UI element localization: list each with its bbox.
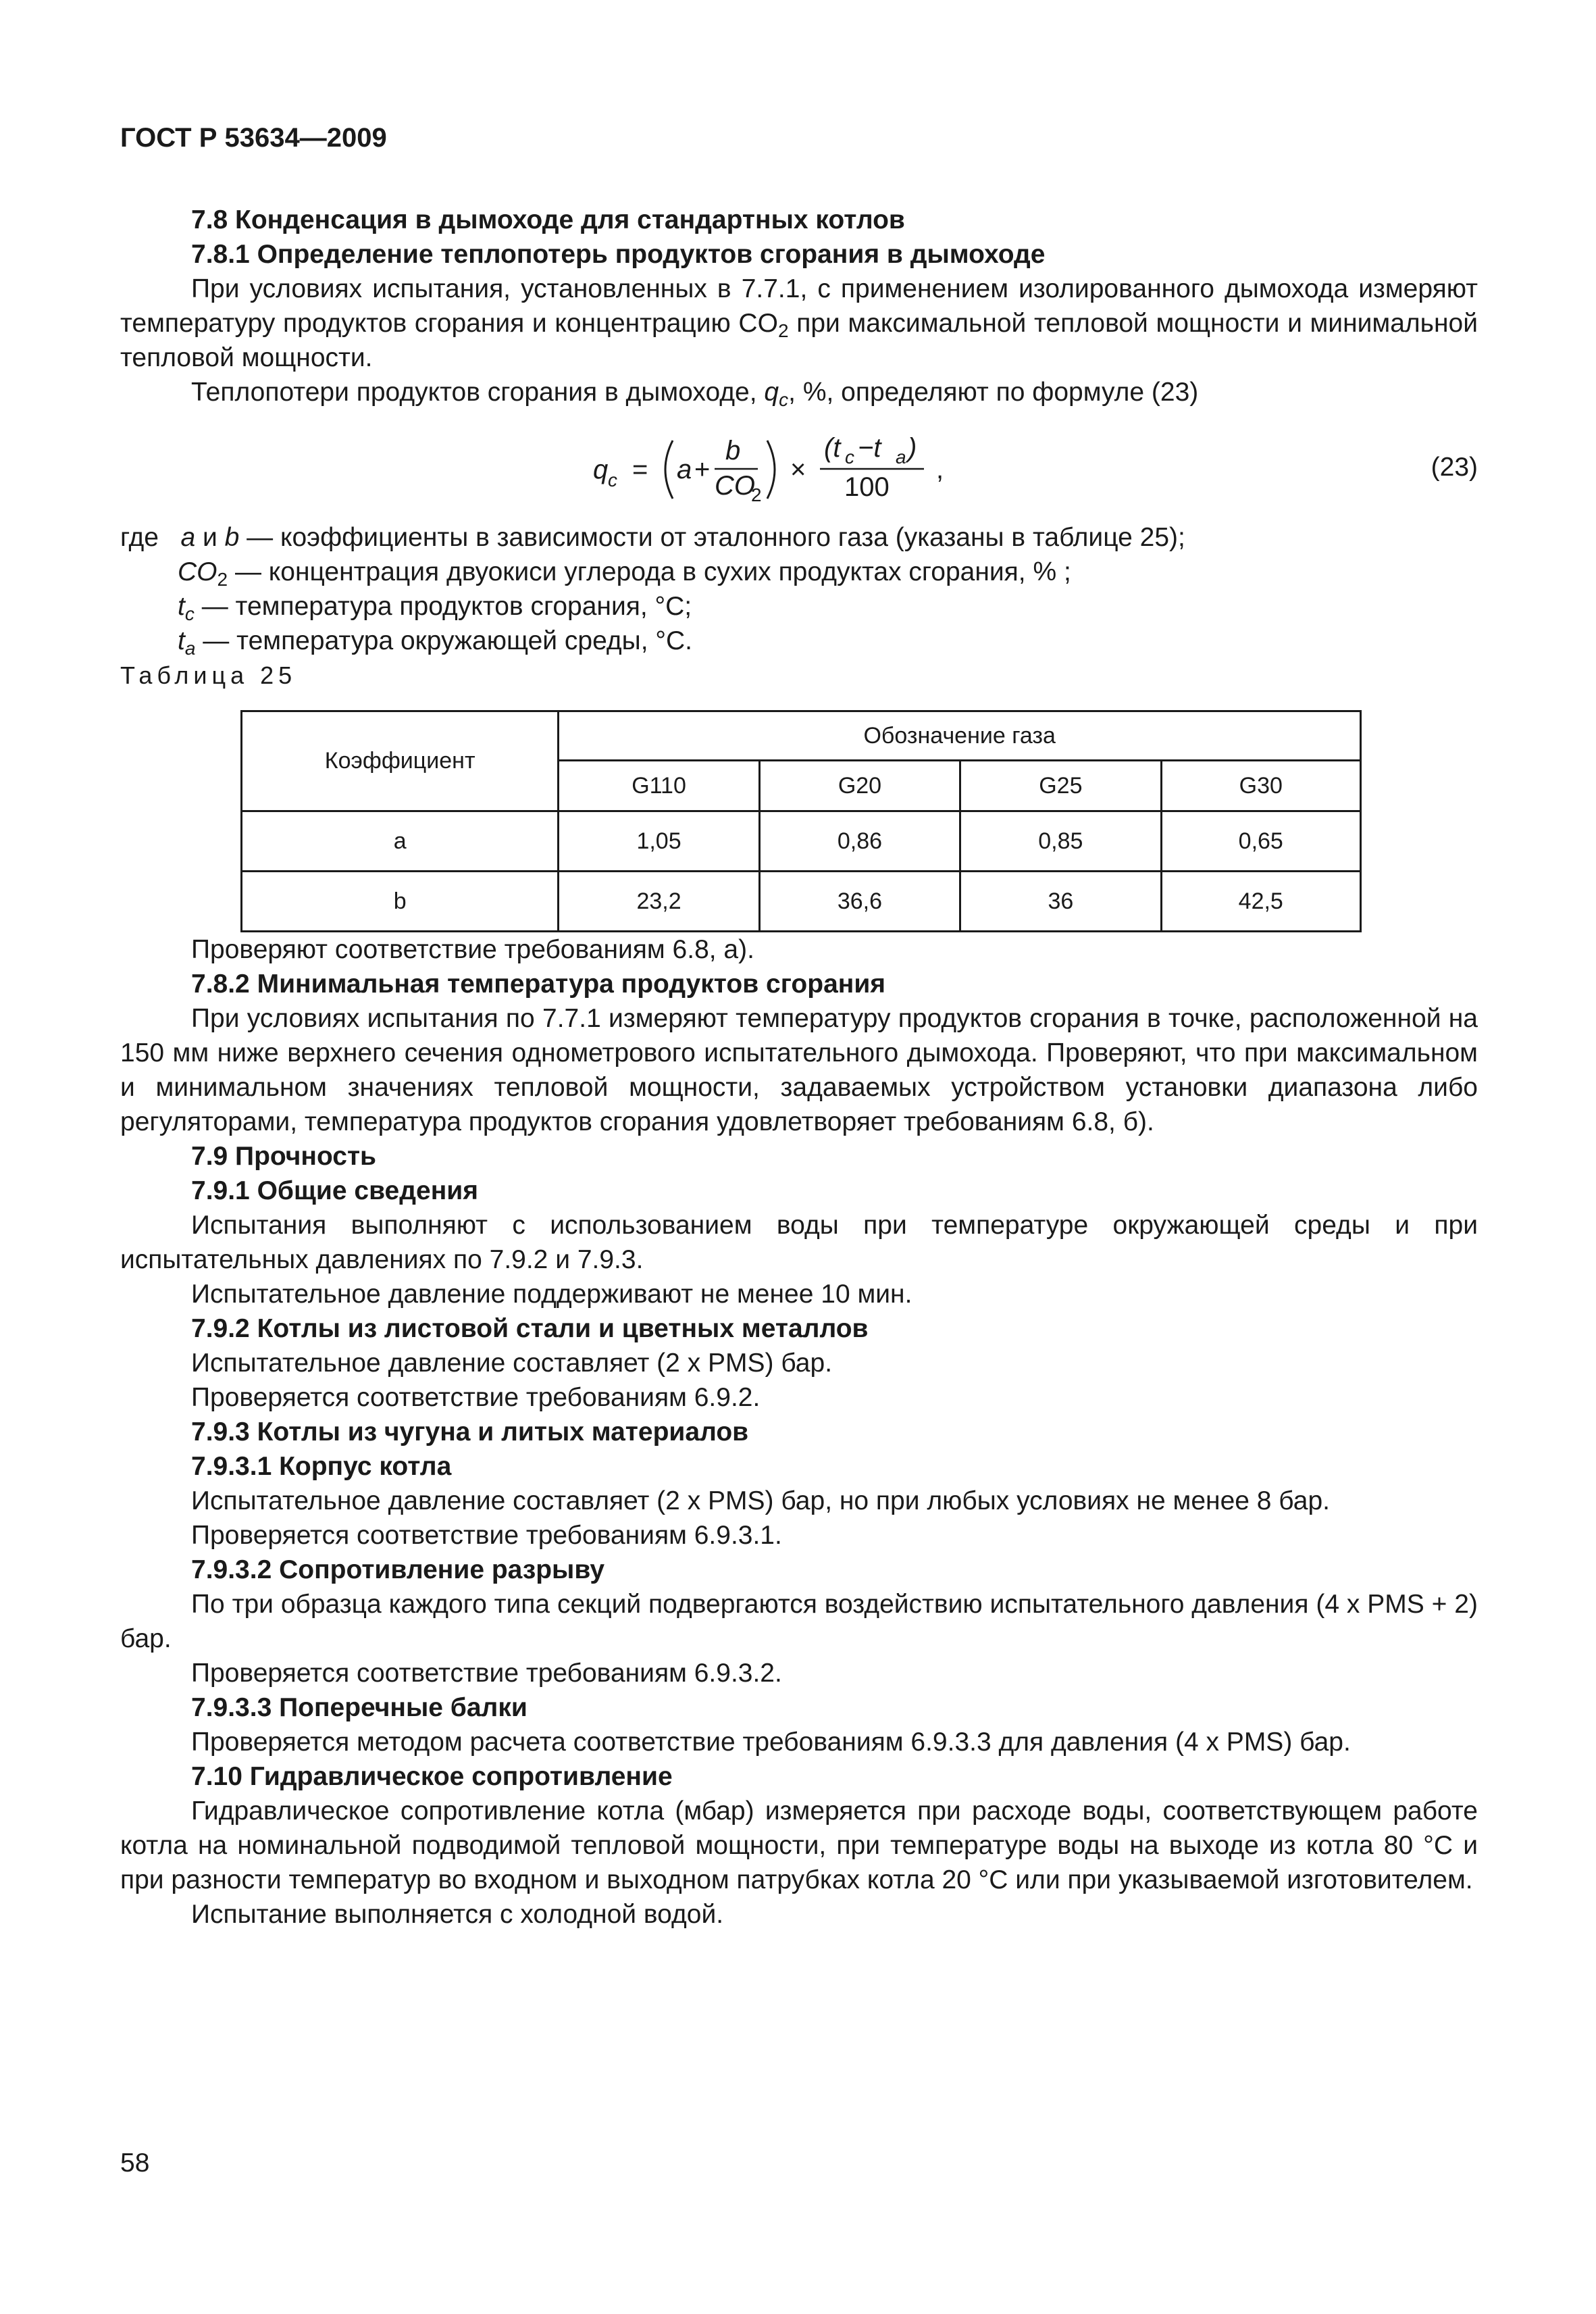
formula-num2-close: ) [908,433,917,463]
formula-plus: + [694,455,711,484]
paragraph: По три образца каждого типа секций подвергаются воздействию испытательного давления (4 x PMS + 2) бар. [120,1590,1478,1653]
equation-number: (23) [1431,453,1478,482]
table-gas-g25: G25 [960,761,1161,811]
section-7-10-title: 7.10 Гидравлическое сопротивление [191,1762,673,1791]
table-cell: 42,5 [1161,872,1360,932]
paragraph: Теплопотери продуктов сгорания в дымоходе, $q_c$, %, определяют по формуле (23) [191,378,1199,410]
page-number: 58 [120,2148,150,2178]
formula-a: a [677,455,692,484]
paragraph: Проверяется соответствие требованиям 6.9.2. [191,1383,761,1412]
section-7-9-1-title: 7.9.1 Общие сведения [191,1176,478,1205]
table-gas-g30: G30 [1161,761,1360,811]
formula-num2-c: c [845,447,854,468]
paragraph: Гидравлическое сопротивление котла (мбар) измеряется при расходе воды, соответствующем работе котла на номинальной подводимой тепловой мощности, при температуре воды на выходе из котла 80 °С и при разности температур во входном и выходном патрубках котла 20 °С или при указываемой изготовителем. [120,1796,1478,1894]
formula-graphic [593,412,1201,520]
section-7-9-title: 7.9 Прочность [191,1142,377,1171]
definition-tc: $t_c$ — температура продуктов сгорания, °С; [178,592,692,624]
table-row [242,872,1361,932]
table-header-gas: Обозначение газа [559,711,1361,761]
definition-ta: $t_a$ — температура окружающей среды, °С. [178,626,692,659]
section-7-9-2-title: 7.9.2 Котлы из листовой стали и цветных металлов [191,1314,869,1343]
table-gas-g110: G110 [559,761,759,811]
paragraph: Испытательное давление поддерживают не менее 10 мин. [191,1280,912,1309]
formula-den2: 100 [844,472,890,502]
section-7-9-3-3-title: 7.9.3.3 Поперечные балки [191,1693,527,1722]
section-7-9-3-2-title: 7.9.3.2 Сопротивление разрыву [191,1555,605,1584]
paragraph: Испытательное давление составляет (2 x PMS) бар, но при любых условиях не менее 8 бар. [191,1486,1330,1515]
definition-co2: $CO_2$ — концентрация двуокиси углерода в сухих продуктах сгорания, % ; [178,557,1071,590]
paragraph: Проверяется соответствие требованиям 6.9.3.2. [191,1659,782,1688]
formula-num2-a: a [896,447,906,468]
definition-a-b: где a и b — коэффициенты в зависимости от эталонного газа (указаны в таблице 25); [120,523,1185,552]
table-cell: 1,05 [559,811,759,872]
section-7-8-2-title: 7.8.2 Минимальная температура продуктов сгорания [191,970,886,999]
paragraph: Испытательное давление составляет (2 x PMS) бар. [191,1349,833,1378]
table-cell: 0,65 [1161,811,1360,872]
formula-23 [120,412,1478,520]
table-cell: 36,6 [759,872,960,932]
paragraph: Испытания выполняют с использованием воды при температуре окружающей среды и при испытательных давлениях по 7.9.2 и 7.9.3. [120,1211,1478,1274]
doc-body [120,203,1478,1932]
right-paren [767,441,775,499]
table-header-coef: Коэффициент [242,711,559,811]
table-cell: 36 [960,872,1161,932]
paragraph: Проверяется соответствие требованиям 6.9.3.1. [191,1521,782,1550]
section-7-9-3-1-title: 7.9.3.1 Корпус котла [191,1452,452,1481]
table-cell: 23,2 [559,872,759,932]
paragraph: При условиях испытания, установленных в 7.7.1, с применением изолированного дымохода измеряют температуру продуктов сгорания и концентрацию $CO_2$ при максимальной тепловой мощности и минимальной тепловой мощности. [120,274,1478,372]
table-row [242,811,1361,872]
formula-co-sub: 2 [751,484,762,505]
formula-lhs-sub: c [608,470,617,491]
formula-definitions [120,520,1478,658]
section-7-9-3-title: 7.9.3 Котлы из чугуна и литых материалов [191,1417,749,1447]
paragraph: Проверяют соответствие требованиям 6.8, а). [191,935,754,964]
table-caption: Таблица 25 [120,661,297,689]
section-7-8-1-title: 7.8.1 Определение теплопотерь продуктов сгорания в дымоходе [191,240,1046,269]
paragraph: Проверяется методом расчета соответствие требованиям 6.9.3.3 для давления (4 x PMS) бар. [191,1728,1351,1757]
table-25 [240,710,1478,932]
formula-num2-minus: −t [858,433,881,463]
formula-times: × [790,455,806,484]
doc-header: ГОСТ Р 53634—2009 [120,123,387,153]
left-paren [665,441,673,499]
formula-co: CO [715,471,755,501]
formula-b: b [725,436,741,466]
formula-eq: = [632,455,648,484]
table-cell: 0,86 [759,811,960,872]
table-gas-g20: G20 [759,761,960,811]
section-7-8-title: 7.8 Конденсация в дымоходе для стандартных котлов [191,205,905,234]
table-cell: b [242,872,559,932]
table-cell: a [242,811,559,872]
formula-lhs: q [593,455,609,484]
table-cell: 0,85 [960,811,1161,872]
formula-comma: , [936,455,944,484]
paragraph: Испытание выполняется с холодной водой. [191,1900,724,1929]
formula-num2-open: (t [824,433,841,463]
paragraph: При условиях испытания по 7.7.1 измеряют температуру продуктов сгорания в точке, расположенной на 150 мм ниже верхнего сечения однометрового испытательного дымохода. Проверяют, что при максимальном и минимальном значениях тепловой мощности, задаваемых устройством установки диапазона либо регуляторами, температура продуктов сгорания удовлетворяет требованиям 6.8, б). [120,1004,1478,1136]
